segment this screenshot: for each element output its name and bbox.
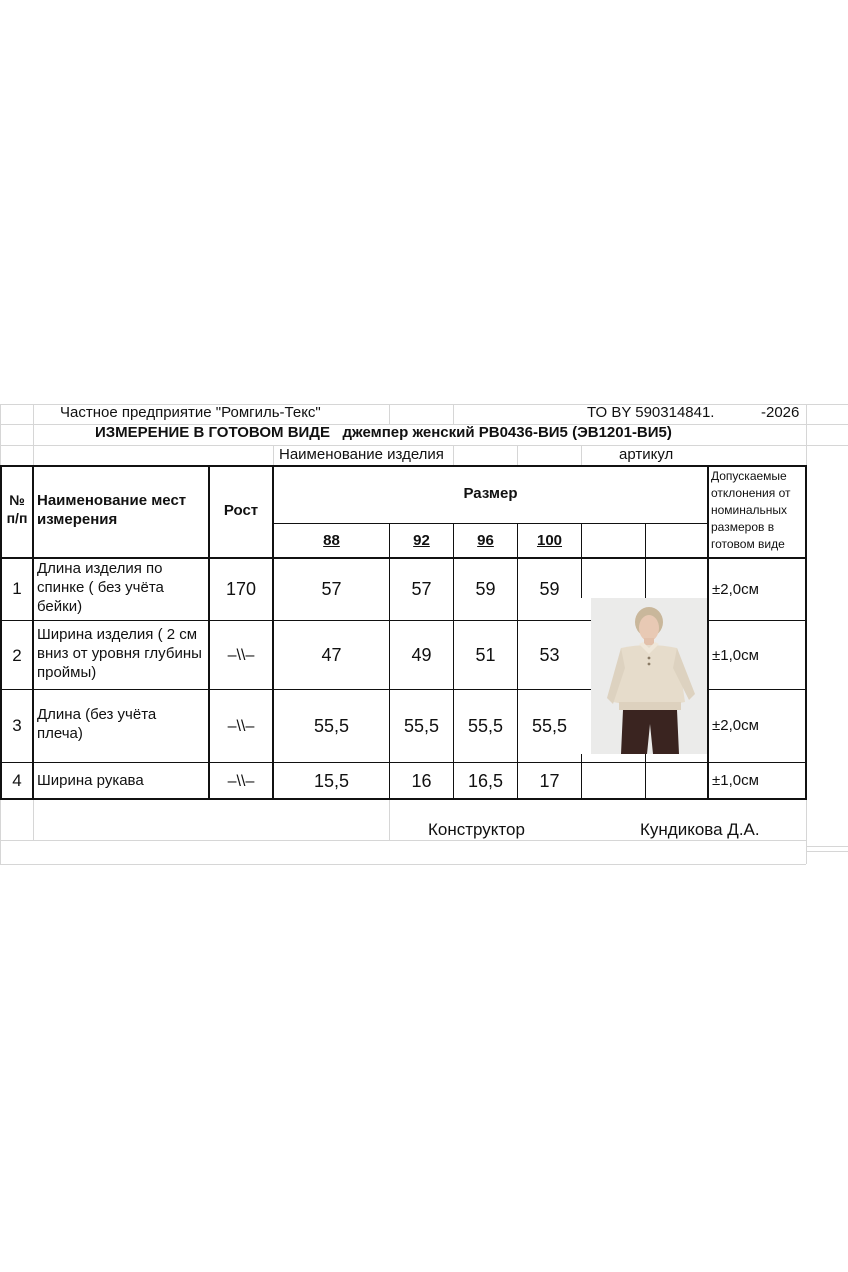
row-value-92: 16 <box>411 771 432 791</box>
col-tolerance-header: Допускаемые отклонения от номинальных размеров в готовом виде <box>711 469 791 552</box>
row-measure-name: Длина изделия по спинке ( без учёта бейки) <box>37 560 164 615</box>
product-photo <box>591 598 707 754</box>
row-value-96: 55,5 <box>467 716 504 736</box>
row-value-96: 59 <box>475 579 496 599</box>
standard-code: ТО BY 590314841. <box>587 404 715 421</box>
title-product: джемпер женский РВ0436-ВИ5 (ЭВ1201-ВИ5) <box>342 424 672 441</box>
row-value-100: 17 <box>539 771 560 791</box>
row-value-88: 55,5 <box>313 716 350 736</box>
row-measure-name: Длина (без учёта плеча) <box>37 706 157 742</box>
row-height: –\\– <box>227 773 255 790</box>
model-illustration <box>591 598 707 754</box>
row-value-88: 47 <box>321 645 342 665</box>
row-tolerance: ±2,0см <box>712 581 759 598</box>
row-value-100: 53 <box>539 645 560 665</box>
row-measure-name: Ширина рукава <box>37 772 144 789</box>
constructor-name: Кундикова Д.А. <box>640 820 760 839</box>
row-number: 4 <box>12 771 22 790</box>
standard-year: -2026 <box>761 404 800 421</box>
col-size-header: Размер <box>463 485 518 502</box>
article-label: артикул <box>619 446 674 463</box>
row-value-100: 55,5 <box>531 716 568 736</box>
row-height: –\\– <box>227 718 255 735</box>
row-number: 1 <box>12 579 22 598</box>
row-measure-name: Ширина изделия ( 2 см вниз от уровня глубины проймы) <box>37 626 202 681</box>
row-value-92: 57 <box>411 579 432 599</box>
size-92: 92 <box>413 532 430 549</box>
row-value-96: 51 <box>475 645 496 665</box>
row-tolerance: ±1,0см <box>712 772 759 789</box>
row-tolerance: ±1,0см <box>712 647 759 664</box>
row-number: 2 <box>12 646 22 665</box>
row-height: 170 <box>225 579 257 599</box>
title-main: ИЗМЕРЕНИЕ В ГОТОВОМ ВИДЕ <box>95 424 330 441</box>
document-title <box>95 424 672 442</box>
row-height: –\\– <box>227 647 255 664</box>
constructor-label: Конструктор <box>428 820 525 839</box>
row-value-96: 16,5 <box>467 771 504 791</box>
product-name-label: Наименование изделия <box>279 446 444 463</box>
row-value-92: 55,5 <box>403 716 440 736</box>
row-value-100: 59 <box>539 579 560 599</box>
size-88: 88 <box>323 532 340 549</box>
row-value-88: 57 <box>321 579 342 599</box>
row-value-88: 15,5 <box>313 771 350 791</box>
company-name: Частное предприятие "Ромгиль-Текс" <box>60 404 321 421</box>
row-value-92: 49 <box>411 645 432 665</box>
row-tolerance: ±2,0см <box>712 717 759 734</box>
col-name-header: Наименование мест измерения <box>37 492 187 528</box>
col-number-header: № п/п <box>6 492 28 526</box>
col-height-header: Рост <box>223 502 259 519</box>
size-96: 96 <box>477 532 494 549</box>
size-100: 100 <box>536 532 563 549</box>
row-number: 3 <box>12 716 22 735</box>
